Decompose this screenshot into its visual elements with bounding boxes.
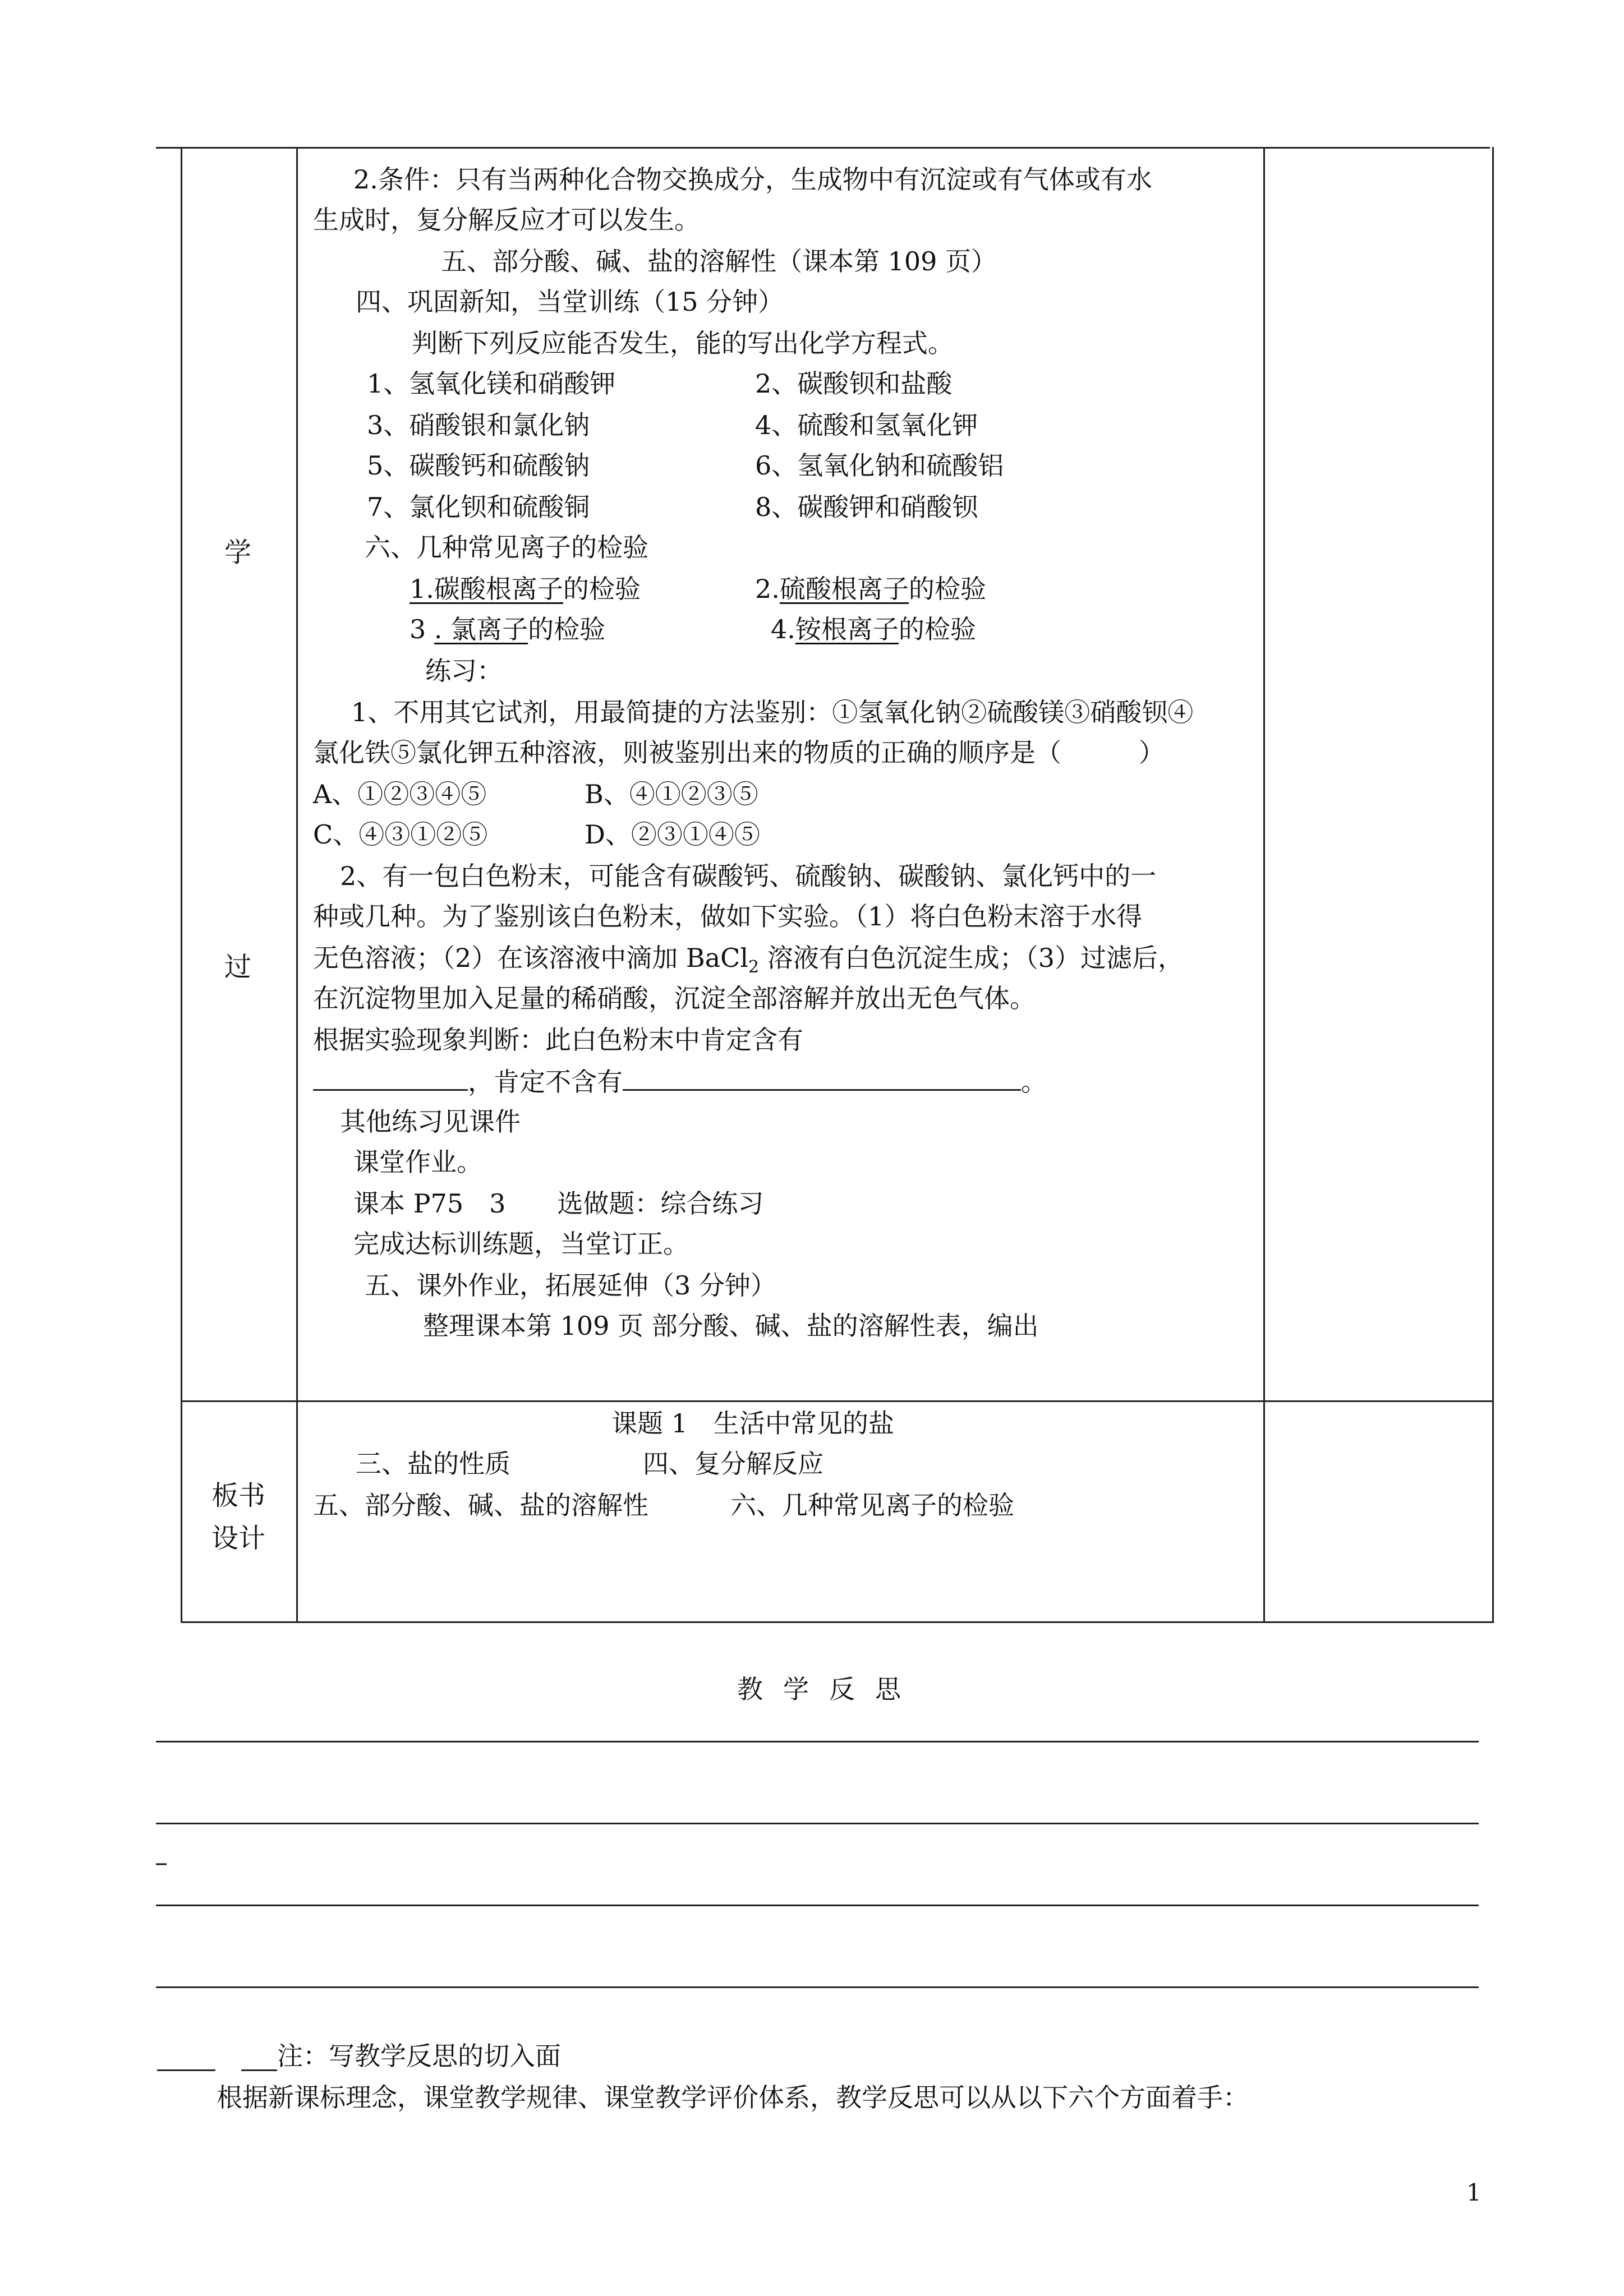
- reflection-rule-4: [156, 1986, 1479, 1988]
- reflection-title: 教学反思: [737, 1674, 921, 1704]
- reaction-4: 4、硫酸和氢氧化钾: [755, 410, 978, 440]
- organize-instruction: 整理课本第 109 页 部分酸、碱、盐的溶解性表，编出: [423, 1311, 1039, 1341]
- header-rule: [156, 147, 1490, 149]
- answer-blank-contains[interactable]: [313, 1063, 468, 1091]
- question-2-line-2: 种或几种。为了鉴别该白色粉末，做如下实验。（1）将白色粉末溶于水得: [313, 901, 1143, 932]
- option-d: D、②③①④⑤: [585, 819, 760, 850]
- ion-test-carbonate-ion: 碳酸根离子: [434, 574, 563, 604]
- ion-test-ammonium: [771, 612, 976, 646]
- ion-test-sulfate-rest: 的检验: [908, 574, 986, 604]
- reaction-6: 6、氢氧化钠和硫酸铝: [755, 450, 1004, 481]
- reaction-8: 8、碳酸钾和硝酸钡: [755, 492, 978, 522]
- table-row-divider: [181, 1400, 1494, 1402]
- ion-test-ammonium-ion: 铵根离子: [795, 614, 899, 644]
- classroom-homework: 课堂作业。: [353, 1147, 482, 1177]
- board-label-line2: 设计: [211, 1523, 266, 1554]
- section-homework: 五、课外作业，拓展延伸（3 分钟）: [365, 1270, 776, 1301]
- question-2-line-3-b: 溶液有白色沉淀生成；（3）过滤后，: [759, 943, 1184, 973]
- ion-test-ammonium-rest: 的检验: [898, 614, 976, 644]
- reflection-note: 注：写教学反思的切入面: [277, 2041, 561, 2071]
- ion-test-chloride-ion: . 氯离子: [434, 614, 528, 644]
- other-exercises: 其他练习见课件: [340, 1106, 521, 1137]
- board-item-ion-tests: 六、几种常见离子的检验: [730, 1490, 1014, 1520]
- ion-test-carbonate-num: 1.: [410, 574, 434, 604]
- reaction-5: 5、碳酸钙和硫酸钠: [367, 450, 590, 481]
- ion-test-sulfate-ion: 硫酸根离子: [779, 574, 909, 604]
- judge-instruction: 判断下列反应能否发生，能的写出化学方程式。: [412, 328, 954, 358]
- option-c: C、④③①②⑤: [313, 819, 488, 850]
- reaction-7: 7、氯化钡和硫酸铜: [367, 492, 590, 522]
- ion-test-ammonium-num: 4.: [771, 614, 795, 644]
- ion-test-chloride-rest: 的检验: [528, 614, 606, 644]
- reaction-2: 2、碳酸钡和盐酸: [755, 368, 953, 399]
- question-2-line-6-end: 。: [1021, 1067, 1047, 1097]
- left-label-xue: 学: [224, 537, 252, 568]
- ion-test-sulfate: [755, 572, 986, 606]
- board-title: 课题 1 生活中常见的盐: [611, 1408, 894, 1439]
- condition-line-1: 2.条件：只有当两种化合物交换成分，生成物中有沉淀或有气体或有水: [353, 164, 1152, 195]
- question-2-line-4: 在沉淀物里加入足量的稀硝酸，沉淀全部溶解并放出无色气体。: [313, 983, 1036, 1013]
- question-1-line-1: 1、不用其它试剂，用最简捷的方法鉴别：①氢氧化钠②硫酸镁③硝酸钡④: [351, 697, 1194, 727]
- ion-test-chloride: [410, 612, 605, 646]
- question-2-line-3-a: 无色溶液；（2）在该溶液中滴加 BaCl: [313, 943, 749, 973]
- complete-training: 完成达标训练题，当堂订正。: [353, 1229, 689, 1259]
- table-bottom-border: [181, 1621, 1494, 1623]
- option-b: B、④①②③⑤: [585, 779, 758, 809]
- condition-line-2: 生成时，复分解反应才可以发生。: [313, 205, 700, 235]
- question-2-line-6: [313, 1063, 1047, 1099]
- board-item-solubility: 五、部分酸、碱、盐的溶解性: [313, 1490, 648, 1520]
- page-number: 1: [1466, 2179, 1482, 2206]
- reaction-1: 1、氢氧化镁和硝酸钾: [367, 368, 616, 399]
- reflection-rule-1: [156, 1741, 1479, 1742]
- ion-test-sulfate-num: 2.: [755, 574, 780, 604]
- section-solubility: 五、部分酸、碱、盐的溶解性（课本第 109 页）: [441, 246, 997, 276]
- reflection-rule-3: [156, 1905, 1479, 1906]
- question-2-line-1: 2、有一包白色粉末，可能含有碳酸钙、硫酸钠、碳酸钠、氯化钙中的一: [340, 861, 1157, 891]
- reflection-rule-2: [156, 1823, 1479, 1824]
- reaction-3: 3、硝酸银和氯化钠: [367, 410, 590, 440]
- section-practice: 四、巩固新知，当堂训练（15 分钟）: [356, 287, 784, 317]
- ion-test-carbonate-rest: 的检验: [563, 574, 641, 604]
- ion-test-chloride-num: 3: [410, 614, 434, 644]
- practice-heading: 练习：: [425, 656, 503, 686]
- option-a: A、①②③④⑤: [313, 779, 487, 809]
- board-item-double-decomposition: 四、复分解反应: [643, 1449, 823, 1479]
- question-2-line-5: 根据实验现象判断：此白色粉末中肯定含有: [313, 1025, 803, 1055]
- reflection-dash: –: [155, 1847, 168, 1877]
- left-label-guo: 过: [224, 951, 252, 983]
- section-ion-tests: 六、几种常见离子的检验: [365, 532, 648, 563]
- note-rule-right: [241, 2069, 277, 2071]
- reflection-basis: 根据新课标理念，课堂教学规律、课堂教学评价体系，教学反思可以从以下六个方面着手：: [217, 2082, 1249, 2113]
- note-rule-left: [157, 2069, 215, 2071]
- textbook-exercise: 课本 P75 3 选做题：综合练习: [353, 1188, 764, 1219]
- ion-test-carbonate: [410, 572, 641, 606]
- question-1-line-2: 氯化铁⑤氯化钾五种溶液，则被鉴别出来的物质的正确的顺序是（ ）: [313, 737, 1165, 768]
- question-2-line-6-mid: ，肯定不含有: [468, 1067, 623, 1097]
- bacl2-subscript: 2: [748, 957, 760, 977]
- answer-blank-not-contains[interactable]: [623, 1063, 1021, 1091]
- question-2-line-3: [313, 941, 1184, 984]
- board-item-salt-properties: 三、盐的性质: [356, 1449, 510, 1479]
- board-label-line1: 板书: [211, 1480, 266, 1511]
